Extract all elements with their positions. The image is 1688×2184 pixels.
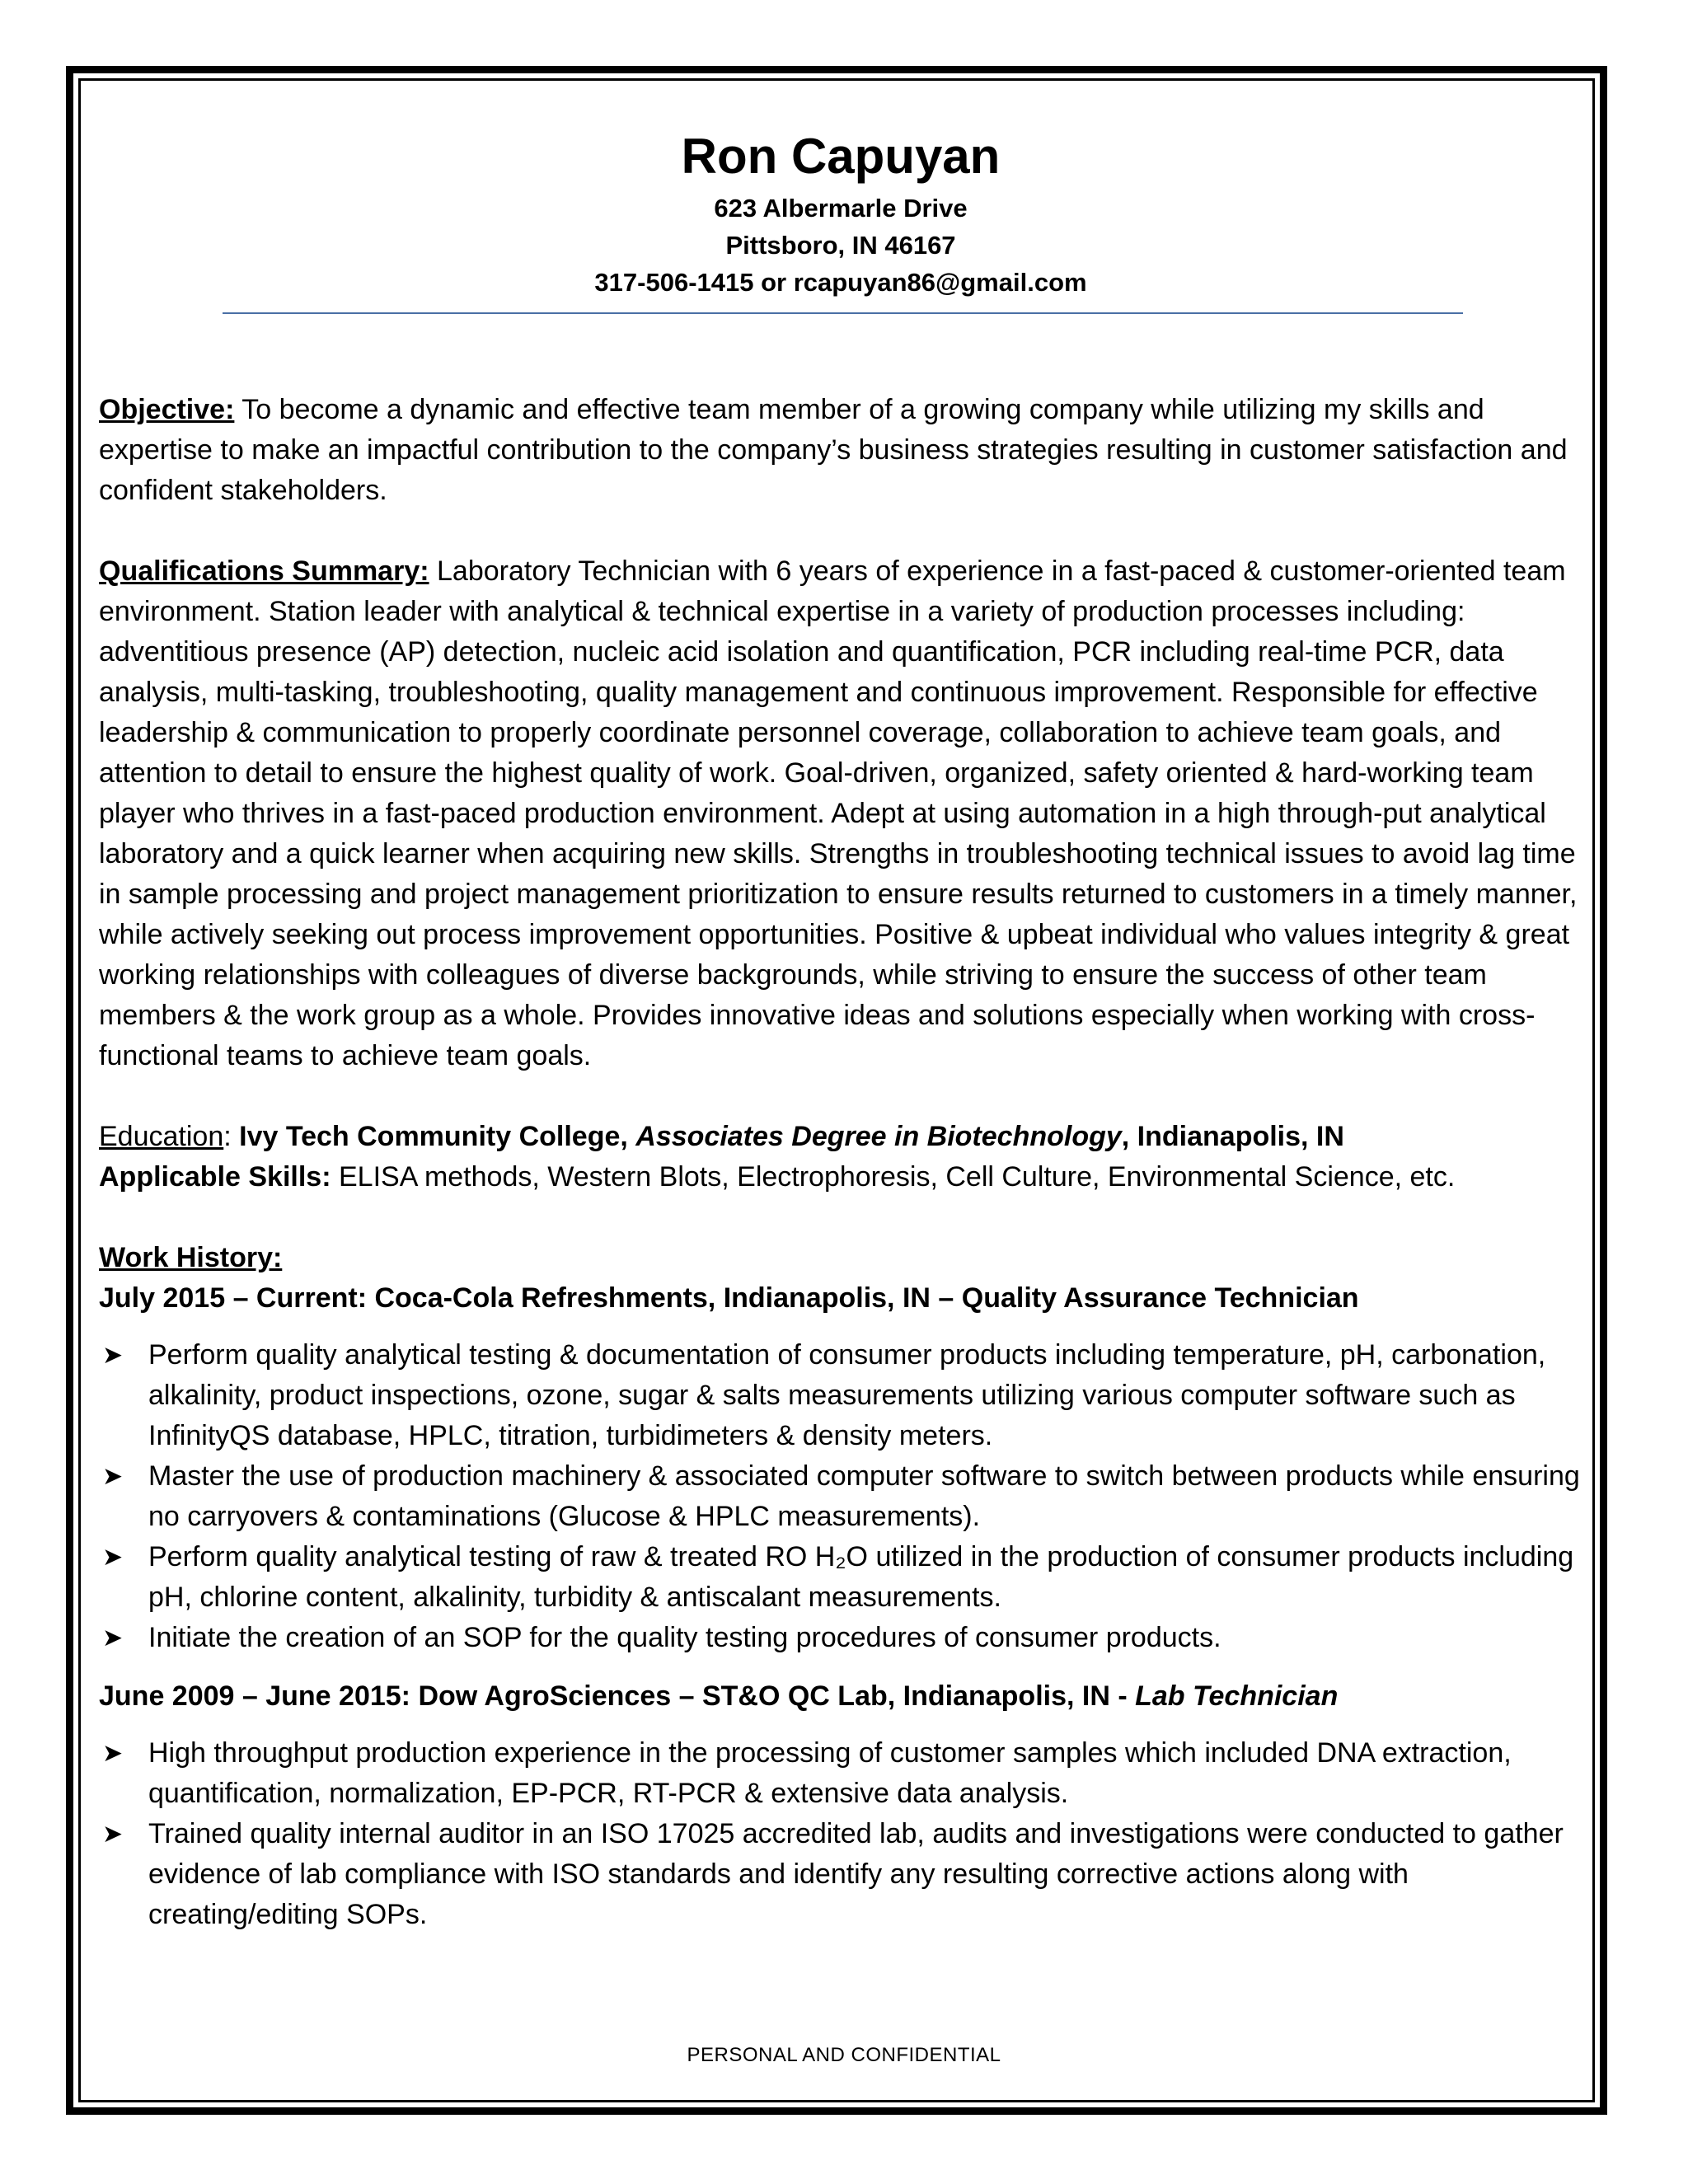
list-item xyxy=(99,1456,1582,1537)
list-item xyxy=(99,1618,1582,1658)
resume-header xyxy=(99,124,1582,301)
objective-section xyxy=(99,390,1582,511)
bullet-text: Master the use of production machinery & associated computer software to switch between products while ensuring no carryovers & contaminations (Glucose & HPLC measurements). xyxy=(148,1460,1580,1532)
education-line xyxy=(99,1117,1582,1157)
work-history-label-line xyxy=(99,1238,1582,1278)
arrow-bullet-icon: ➤ xyxy=(102,1463,124,1490)
arrow-bullet-icon: ➤ xyxy=(102,1821,124,1848)
bullet-text: Trained quality internal auditor in an ISO 17025 accredited lab, audits and investigations were conducted to gather evidence of lab compliance with ISO standards and identify any resulting corrective actions along with creating/editing SOPs. xyxy=(148,1818,1564,1930)
education-school: Ivy Tech Community College, xyxy=(239,1121,628,1152)
job-1-bullets xyxy=(99,1335,1582,1658)
list-item xyxy=(99,1537,1582,1618)
education-location: , Indianapolis, IN xyxy=(1121,1121,1344,1152)
arrow-bullet-icon: ➤ xyxy=(102,1740,124,1767)
skills-line xyxy=(99,1157,1582,1197)
education-label: Education xyxy=(99,1121,224,1152)
qualifications-text: Laboratory Technician with 6 years of experience in a fast-paced & customer-oriented team environment. Station leader with analytical & technical expertise in a variety of production processes including: adventitious presence (AP) detection, nucleic acid isolation and quantification, PCR including real-time PCR, data analysis, multi-tasking, troubleshooting, quality management and continuous improvement. Responsible for effective leadership & communication to properly coordinate personnel coverage, collaboration to achieve team goals, and attention to detail to ensure the highest quality of work. Goal-driven, organized, safety oriented & hard-working team player who thrives in a fast-paced production environment. Adept at using automation in a high through-put analytical laboratory and a quick learner when acquiring new skills. Strengths in troubleshooting technical issues to avoid lag time in sample processing and project management prioritization to ensure results returned to customers in a timely manner, while actively seeking out process improvement opportunities. Positive & upbeat individual who values integrity & great working relationships with colleagues of diverse backgrounds, while striving to ensure the success of other team members & the work group as a whole. Provides innovative ideas and solutions especially when working with cross-functional teams to achieve team goals. xyxy=(99,555,1578,1071)
work-history-label: Work History: xyxy=(99,1242,283,1273)
education-degree: Associates Degree in Biotechnology xyxy=(635,1121,1122,1152)
qualifications-section xyxy=(99,551,1582,1076)
education-colon: : xyxy=(223,1121,232,1152)
header-divider xyxy=(223,312,1463,314)
job-2-bullets xyxy=(99,1733,1582,1935)
list-item xyxy=(99,1733,1582,1814)
qualifications-label: Qualifications Summary: xyxy=(99,555,429,587)
contact-line: 317-506-1415 or rcapuyan86@gmail.com xyxy=(594,268,1087,297)
skills-text: ELISA methods, Western Blots, Electrophoresis, Cell Culture, Environmental Science, etc. xyxy=(338,1161,1456,1193)
arrow-bullet-icon: ➤ xyxy=(102,1624,124,1652)
address-line-1: 623 Albermarle Drive xyxy=(714,194,968,223)
bullet-text: Perform quality analytical testing of raw & treated RO H₂O utilized in the production of consumer products including pH, chlorine content, alkalinity, turbidity & antiscalant measurements. xyxy=(148,1541,1574,1613)
arrow-bullet-icon: ➤ xyxy=(102,1342,124,1369)
list-item xyxy=(99,1814,1582,1935)
objective-label: Objective: xyxy=(99,394,235,425)
applicant-name: Ron Capuyan xyxy=(681,129,1001,184)
job-title-2-text: June 2009 – June 2015: Dow AgroSciences – ST&O QC Lab, Indianapolis, IN - xyxy=(99,1680,1136,1712)
skills-label: Applicable Skills: xyxy=(99,1161,331,1193)
confidential-footer: PERSONAL AND CONFIDENTIAL xyxy=(687,2044,1001,2066)
arrow-bullet-icon: ➤ xyxy=(102,1544,124,1571)
list-item xyxy=(99,1335,1582,1456)
address-line-2: Pittsboro, IN 46167 xyxy=(725,231,956,260)
job-title-1: July 2015 – Current: Coca-Cola Refreshments, Indianapolis, IN – Quality Assurance Technician xyxy=(99,1282,1359,1314)
resume-body xyxy=(99,124,1582,1935)
job-title-2 xyxy=(99,1676,1582,1717)
job-title-2-role: Lab Technician xyxy=(1135,1680,1339,1712)
bullet-text: Perform quality analytical testing & documentation of consumer products including temperature, pH, carbonation, alkalinity, product inspections, ozone, sugar & salts measurements utilizing various computer software such as InfinityQS database, HPLC, titration, turbidimeters & density meters. xyxy=(148,1339,1546,1451)
bullet-text: High throughput production experience in the processing of customer samples which included DNA extraction, quantification, normalization, EP-PCR, RT-PCR & extensive data analysis. xyxy=(148,1737,1512,1809)
bullet-text: Initiate the creation of an SOP for the quality testing procedures of consumer products. xyxy=(148,1622,1221,1653)
objective-text: To become a dynamic and effective team member of a growing company while utilizing my skills and expertise to make an impactful contribution to the company’s business strategies resulting in customer satisfaction and confident stakeholders. xyxy=(99,394,1568,506)
